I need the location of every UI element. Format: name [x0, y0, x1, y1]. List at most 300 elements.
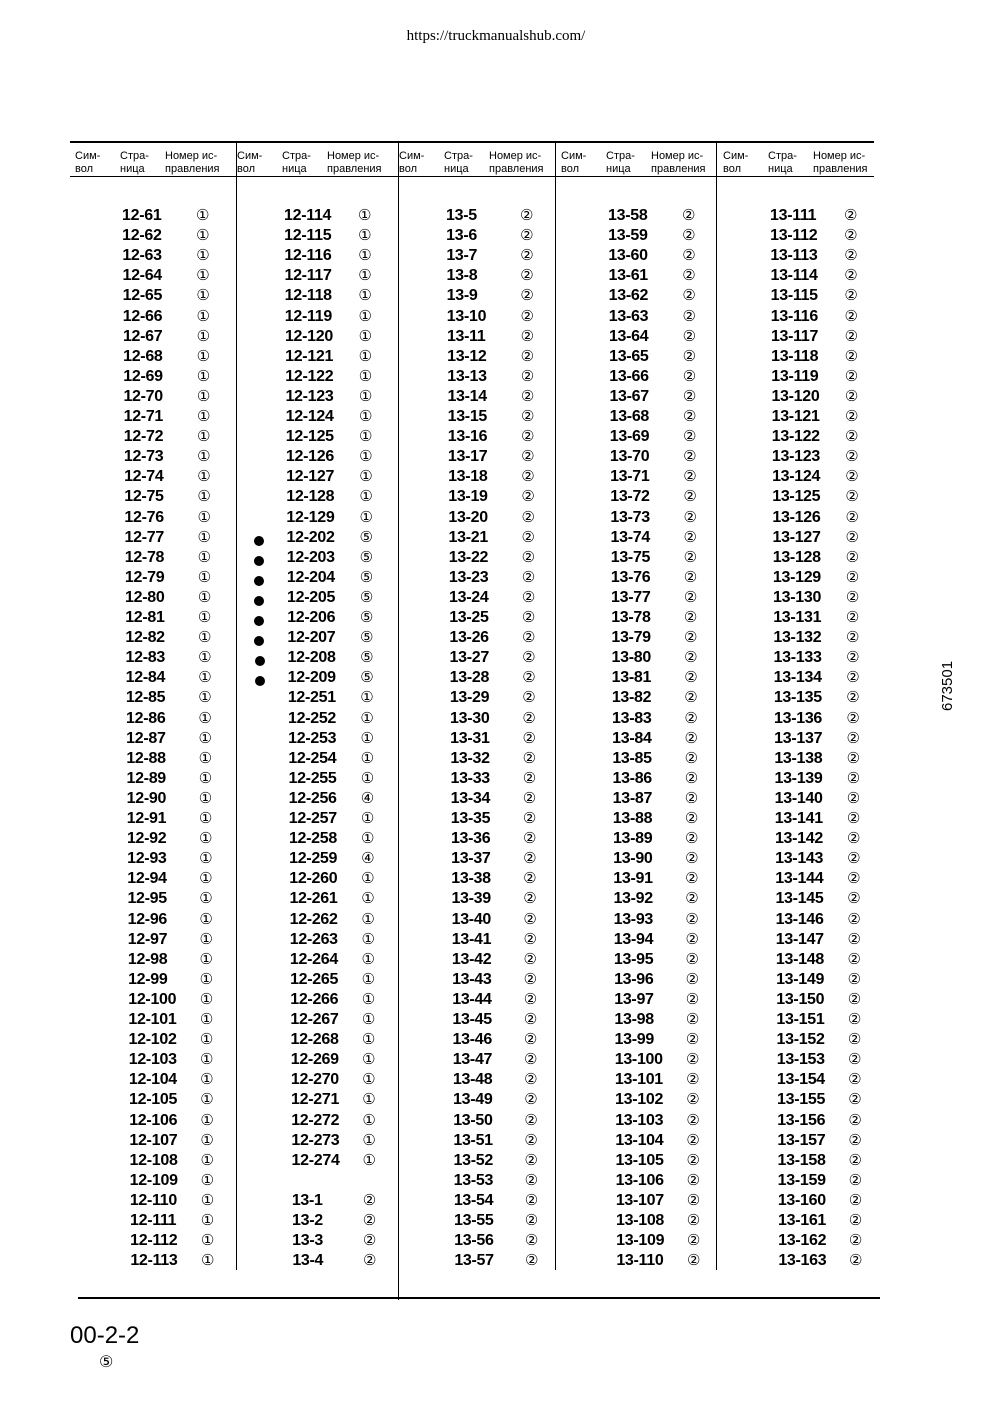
revision-number: ② — [848, 1151, 862, 1169]
page-number: 13-58 — [608, 207, 648, 224]
revision-number: ① — [200, 1111, 214, 1129]
page-number: 13-28 — [449, 669, 490, 687]
page-number: 13-31 — [450, 729, 490, 747]
revision-number: ① — [199, 970, 214, 988]
page-number: 13-106 — [615, 1171, 664, 1189]
revision-number: ② — [682, 227, 696, 245]
revision-number: ② — [846, 729, 860, 747]
revision-number: ② — [684, 689, 698, 707]
page-number: 13-105 — [615, 1151, 664, 1169]
page-number: 13-27 — [449, 649, 489, 667]
page-number: 12-268 — [290, 1031, 339, 1049]
page-number: 13-41 — [451, 930, 492, 948]
page-number: 13-152 — [776, 1031, 825, 1049]
page-number: 12-104 — [128, 1071, 177, 1089]
page-number: 13-52 — [453, 1151, 493, 1169]
page-number: 13-36 — [450, 830, 491, 848]
page-number: 12-203 — [286, 548, 335, 566]
revision-number: ① — [198, 769, 213, 787]
header-page: Стра- ница — [768, 150, 797, 175]
revision-number: ② — [522, 669, 536, 687]
header-revision: Номер ис- правления — [489, 150, 544, 175]
page-number: 12-253 — [288, 729, 337, 747]
page-number: 12-270 — [290, 1071, 339, 1089]
revision-number: ② — [520, 207, 534, 224]
revision-number: ② — [521, 588, 536, 606]
revision-number: ① — [199, 870, 213, 888]
page-number: 13-26 — [449, 629, 489, 647]
revision-number: ② — [847, 950, 861, 968]
revision-number: ② — [524, 1252, 539, 1270]
change-marker-icon — [254, 596, 264, 606]
revision-number: ① — [360, 769, 375, 787]
revision-number: ② — [683, 488, 697, 506]
revision-number: ② — [682, 307, 696, 325]
header-symbol: Сим- вол — [723, 150, 749, 175]
page-number: 13-63 — [608, 307, 649, 325]
page-number: 12-121 — [285, 347, 334, 365]
page-number: 13-81 — [611, 669, 652, 687]
page-number: 13-7 — [446, 247, 478, 265]
revision-number: ① — [199, 850, 213, 868]
revision-number: ① — [359, 468, 373, 486]
revision-number: ① — [198, 789, 213, 807]
revision-number: ① — [359, 448, 373, 466]
revision-number: ② — [683, 588, 698, 606]
revision-number: ② — [682, 347, 697, 365]
page-number: 13-148 — [775, 950, 824, 968]
page-number: 13-126 — [772, 508, 821, 526]
page-number: 13-86 — [612, 769, 652, 787]
revision-number: ① — [359, 508, 373, 526]
header-revision: Номер ис- правления — [165, 150, 220, 175]
header-page: Стра- ница — [120, 150, 149, 175]
revision-number: ② — [523, 1031, 538, 1049]
source-url: https://truckmanualshub.com/ — [406, 28, 586, 44]
page-number: 12-86 — [126, 709, 166, 727]
revision-number: ② — [521, 528, 535, 546]
header-revision: Номер ис- правления — [327, 150, 382, 175]
revision-number: ② — [684, 810, 699, 827]
page-number: 12-254 — [288, 749, 337, 767]
revision-number: ② — [684, 830, 699, 848]
revision-number: ① — [361, 930, 375, 948]
header-page: Стра- ница — [606, 150, 635, 175]
page-number: 12-127 — [286, 468, 335, 486]
header-symbol: Сим- вол — [75, 150, 101, 175]
revision-number: ② — [520, 287, 534, 305]
page-number: 12-271 — [291, 1091, 340, 1109]
revision-number: ② — [846, 749, 861, 767]
revision-number: ② — [844, 367, 859, 385]
revision-number: ① — [360, 830, 375, 848]
page-number: 12-123 — [285, 387, 334, 405]
revision-number: ① — [198, 749, 213, 767]
revision-number: ② — [362, 1252, 377, 1270]
page-number: 13-39 — [451, 890, 491, 908]
page-number: 12-269 — [290, 1051, 339, 1069]
page-number: 13-103 — [615, 1111, 664, 1129]
page-number: 12-205 — [287, 588, 336, 606]
revision-number: ① — [360, 689, 374, 707]
revision-number: ② — [846, 689, 860, 707]
page-number: 13-35 — [450, 810, 491, 827]
page-number: 13-45 — [452, 1011, 492, 1028]
revision-number: ② — [523, 930, 537, 948]
page-number: 13-83 — [612, 709, 652, 727]
page-number: 13-40 — [451, 910, 492, 928]
revision-number: ① — [360, 729, 374, 747]
page-number: 12-63 — [122, 247, 162, 265]
revision-number: ② — [522, 629, 536, 647]
revision-number: ② — [846, 789, 861, 807]
revision-number: ② — [686, 1232, 701, 1250]
revision-number: ② — [362, 1232, 377, 1250]
revision-number: ② — [685, 1031, 700, 1049]
revision-number: ② — [686, 1111, 700, 1129]
header-symbol: Сим- вол — [561, 150, 587, 175]
revision-number: ② — [846, 769, 861, 787]
revision-number: ② — [846, 830, 861, 848]
page-number: 12-105 — [129, 1091, 178, 1109]
page-number: 13-51 — [453, 1131, 493, 1149]
table-top-rule — [70, 141, 874, 143]
page-number: 12-64 — [122, 267, 162, 285]
change-marker-icon — [254, 556, 264, 566]
revision-number: ① — [358, 307, 372, 325]
revision-number: ① — [199, 1031, 214, 1049]
page-number: 12-124 — [285, 408, 334, 425]
revision-number: ① — [198, 689, 212, 707]
page-number: 13-94 — [613, 930, 654, 948]
page-number: 12-78 — [124, 548, 165, 566]
page-number: 12-84 — [125, 669, 166, 687]
revision-number: ② — [847, 990, 862, 1008]
page-number: 12-110 — [129, 1191, 177, 1209]
page-number: 12-75 — [124, 488, 164, 506]
revision-number: ② — [520, 247, 534, 265]
revision-number: ① — [198, 830, 213, 848]
page-number: 13-162 — [778, 1232, 827, 1250]
page-number: 12-65 — [122, 287, 163, 305]
page-number: 13-77 — [611, 588, 651, 606]
page-number: 13-153 — [776, 1051, 825, 1069]
revision-number: ② — [682, 207, 696, 224]
revision-number: ② — [523, 850, 537, 868]
revision-number: ② — [845, 428, 859, 446]
revision-number: ② — [848, 1232, 863, 1250]
revision-number: ② — [521, 609, 536, 626]
page-number: 12-128 — [286, 488, 335, 506]
page-number: 12-264 — [289, 950, 338, 968]
revision-number: ② — [684, 669, 698, 687]
revision-number: ② — [686, 1191, 701, 1209]
revision-number: ② — [522, 830, 537, 848]
page-number: 12-115 — [284, 227, 332, 245]
revision-number: ② — [848, 1171, 863, 1189]
revision-number: ② — [686, 1131, 700, 1149]
revision-number: ① — [196, 227, 210, 245]
page-number: 12-103 — [128, 1051, 177, 1069]
revision-number: ① — [196, 307, 210, 325]
revision-number: ② — [686, 1171, 701, 1189]
header-symbol: Сим- вол — [399, 150, 425, 175]
page-number: 13-96 — [614, 970, 654, 988]
page-number: 13-11 — [446, 327, 486, 345]
page-number: 13-133 — [773, 649, 822, 667]
revision-number: ② — [521, 508, 535, 526]
page-number: 12-259 — [289, 850, 338, 868]
page-number: 13-17 — [447, 448, 488, 466]
page-number: 12-72 — [123, 428, 164, 446]
revision-number: ① — [358, 227, 372, 245]
revision-number: ② — [524, 1212, 539, 1229]
page-number: 13-145 — [775, 890, 824, 908]
page-number: 12-62 — [122, 227, 162, 245]
page-number: 13-160 — [777, 1191, 826, 1209]
page-number: 13-149 — [776, 970, 825, 988]
footer-revision: ⑤ — [99, 1354, 114, 1371]
page-number: 13-65 — [609, 347, 649, 365]
page-number: 13-24 — [449, 588, 489, 606]
revision-number: ① — [196, 247, 210, 265]
revision-number: ① — [358, 387, 373, 405]
revision-number: ② — [521, 548, 536, 566]
page-number: 12-77 — [124, 528, 164, 546]
page-number: 13-49 — [453, 1091, 493, 1109]
revision-number: ② — [686, 1051, 700, 1069]
revision-number: ① — [362, 1051, 376, 1069]
page-number: 13-62 — [608, 287, 649, 305]
page-number: 13-50 — [453, 1111, 493, 1129]
page-number: 13-6 — [446, 227, 477, 245]
change-marker-icon — [254, 576, 264, 586]
revision-number: ⑤ — [359, 588, 374, 606]
page-number: 12-107 — [129, 1131, 178, 1149]
revision-number: ② — [524, 1131, 538, 1149]
page-number: 13-154 — [776, 1071, 825, 1089]
page-number: 13-140 — [774, 789, 823, 807]
revision-number: ② — [683, 609, 698, 626]
revision-number: ② — [686, 1212, 701, 1229]
revision-number: ② — [845, 588, 860, 606]
page-number: 13-92 — [613, 890, 653, 908]
revision-number: ② — [520, 387, 535, 405]
page-number: 13-73 — [610, 508, 650, 526]
page-number: 13-132 — [773, 629, 822, 647]
revision-number: ② — [685, 850, 699, 868]
revision-number: ② — [683, 568, 698, 586]
page-number: 13-9 — [446, 287, 478, 305]
revision-number: ② — [847, 890, 861, 908]
page-number: 13-71 — [610, 468, 650, 486]
footer-page-code: 00-2-2 — [70, 1322, 140, 1349]
revision-number: ② — [684, 749, 699, 767]
page-number: 13-68 — [609, 408, 650, 425]
page-number: 13-14 — [447, 387, 487, 405]
page-number: 13-87 — [612, 789, 653, 807]
revision-number: ① — [199, 950, 213, 968]
revision-number: ② — [524, 1111, 538, 1129]
revision-number: ② — [522, 789, 537, 807]
page-number: 13-139 — [774, 769, 823, 787]
revision-number: ② — [520, 367, 535, 385]
page-number: 13-43 — [452, 970, 492, 988]
page-number: 13-91 — [613, 870, 653, 888]
revision-number: ② — [686, 1091, 700, 1109]
page-number: 13-61 — [608, 267, 648, 285]
revision-number: ① — [361, 910, 375, 928]
page-number: 12-204 — [286, 568, 335, 586]
page-number: 13-127 — [772, 528, 821, 546]
revision-number: ① — [358, 408, 373, 425]
revision-number: ② — [844, 387, 859, 405]
page-number: 13-118 — [771, 347, 819, 365]
page-number: 12-109 — [129, 1171, 178, 1189]
revision-number: ② — [846, 629, 860, 647]
revision-number: ② — [682, 327, 697, 345]
revision-number: ① — [198, 649, 212, 667]
page-number: 13-64 — [608, 327, 649, 345]
page-number: 12-69 — [123, 367, 163, 385]
page-number: 12-97 — [127, 930, 168, 948]
page-number: 13-29 — [449, 689, 490, 707]
revision-number: ① — [200, 1091, 214, 1109]
revision-number: ① — [358, 347, 373, 365]
column-divider — [398, 142, 399, 1300]
revision-number: ② — [524, 1191, 539, 1209]
revision-number: ② — [522, 749, 537, 767]
revision-number: ① — [196, 267, 210, 285]
revision-number: ② — [684, 729, 698, 747]
page-number: 13-10 — [446, 307, 487, 325]
revision-number: ② — [520, 307, 534, 325]
page-number: 13-161 — [778, 1212, 827, 1229]
revision-number: ② — [524, 1091, 538, 1109]
revision-number: ⑤ — [359, 528, 373, 546]
revision-number: ① — [199, 930, 213, 948]
revision-number: ② — [524, 1071, 538, 1089]
revision-number: ② — [522, 689, 536, 707]
page-number: 13-125 — [772, 488, 821, 506]
revision-number: ① — [362, 1131, 376, 1149]
page-number: 12-266 — [290, 990, 339, 1008]
revision-number: ① — [358, 327, 373, 345]
header-page: Стра- ница — [444, 150, 473, 175]
revision-number: ② — [362, 1191, 377, 1209]
revision-number: ① — [361, 990, 376, 1008]
revision-number: ② — [685, 870, 699, 888]
page-number: 13-67 — [609, 387, 649, 405]
page-number: 13-111 — [770, 207, 817, 224]
page-number: 13-56 — [454, 1232, 494, 1250]
page-number: 12-202 — [286, 528, 335, 546]
page-number: 13-117 — [770, 327, 819, 345]
revision-number: ② — [844, 327, 859, 345]
page-number: 12-88 — [126, 749, 166, 767]
revision-number: ② — [523, 890, 537, 908]
revision-number: ② — [845, 528, 859, 546]
revision-number: ② — [683, 528, 697, 546]
page-number: 12-258 — [288, 830, 337, 848]
page-number: 13-1 — [291, 1191, 323, 1209]
revision-number: ① — [361, 950, 375, 968]
page-number: 12-252 — [288, 709, 337, 727]
page-number: 13-23 — [448, 568, 489, 586]
header-revision: Номер ис- правления — [813, 150, 868, 175]
page-number: 13-113 — [770, 247, 818, 265]
page-number: 12-257 — [288, 810, 337, 827]
revision-number: ② — [522, 709, 536, 727]
page-number: 12-85 — [125, 689, 166, 707]
page-number: 13-150 — [776, 990, 825, 1008]
page-number: 12-71 — [123, 408, 164, 425]
revision-number: ① — [200, 1171, 215, 1189]
page-number: 13-33 — [450, 769, 490, 787]
page-number: 12-111 — [130, 1212, 177, 1229]
revision-number: ① — [362, 1071, 376, 1089]
page-number: 13-121 — [771, 408, 820, 425]
revision-number: ② — [844, 267, 858, 285]
revision-number: ② — [524, 1151, 538, 1169]
revision-number: ② — [847, 1011, 862, 1028]
header-page: Стра- ница — [282, 150, 311, 175]
revision-number: ② — [685, 1011, 700, 1028]
revision-number: ① — [359, 488, 373, 506]
page-number: 12-207 — [287, 629, 336, 647]
table-bottom-rule — [78, 1297, 880, 1299]
page-number: 12-108 — [129, 1151, 178, 1169]
page-number: 12-260 — [289, 870, 338, 888]
revision-number: ② — [686, 1151, 700, 1169]
page-number: 13-146 — [775, 910, 824, 928]
revision-number: ② — [682, 247, 696, 265]
revision-number: ② — [683, 468, 697, 486]
page-number: 13-108 — [616, 1212, 665, 1229]
revision-number: ② — [685, 930, 699, 948]
header-rule — [70, 176, 874, 177]
revision-number: ① — [360, 749, 375, 767]
revision-number: ② — [847, 850, 861, 868]
page-number: 13-79 — [611, 629, 651, 647]
revision-number: ② — [686, 1071, 700, 1089]
page-number: 12-68 — [123, 347, 163, 365]
page-number: 13-124 — [772, 468, 821, 486]
page-number: 13-19 — [448, 488, 488, 506]
page-number: 13-37 — [451, 850, 491, 868]
revision-number: ① — [197, 468, 211, 486]
revision-number: ② — [521, 488, 535, 506]
revision-number: ④ — [360, 789, 375, 807]
page-number: 12-256 — [288, 789, 337, 807]
revision-number: ② — [522, 649, 536, 667]
page-number: 12-255 — [288, 769, 337, 787]
revision-number: ① — [198, 669, 212, 687]
page-number: 12-87 — [126, 729, 166, 747]
page-number: 13-147 — [775, 930, 824, 948]
page-number: 12-95 — [127, 890, 167, 908]
page-number: 12-101 — [128, 1011, 177, 1028]
page-number: 13-57 — [454, 1252, 494, 1270]
revision-number: ① — [197, 508, 211, 526]
page-number: 13-135 — [773, 689, 822, 707]
revision-number: ① — [200, 1232, 215, 1250]
page-number: 13-129 — [772, 568, 821, 586]
revision-number: ① — [196, 207, 210, 224]
revision-number: ② — [848, 1111, 862, 1129]
page-number: 13-112 — [770, 227, 818, 245]
revision-number: ① — [361, 890, 375, 908]
